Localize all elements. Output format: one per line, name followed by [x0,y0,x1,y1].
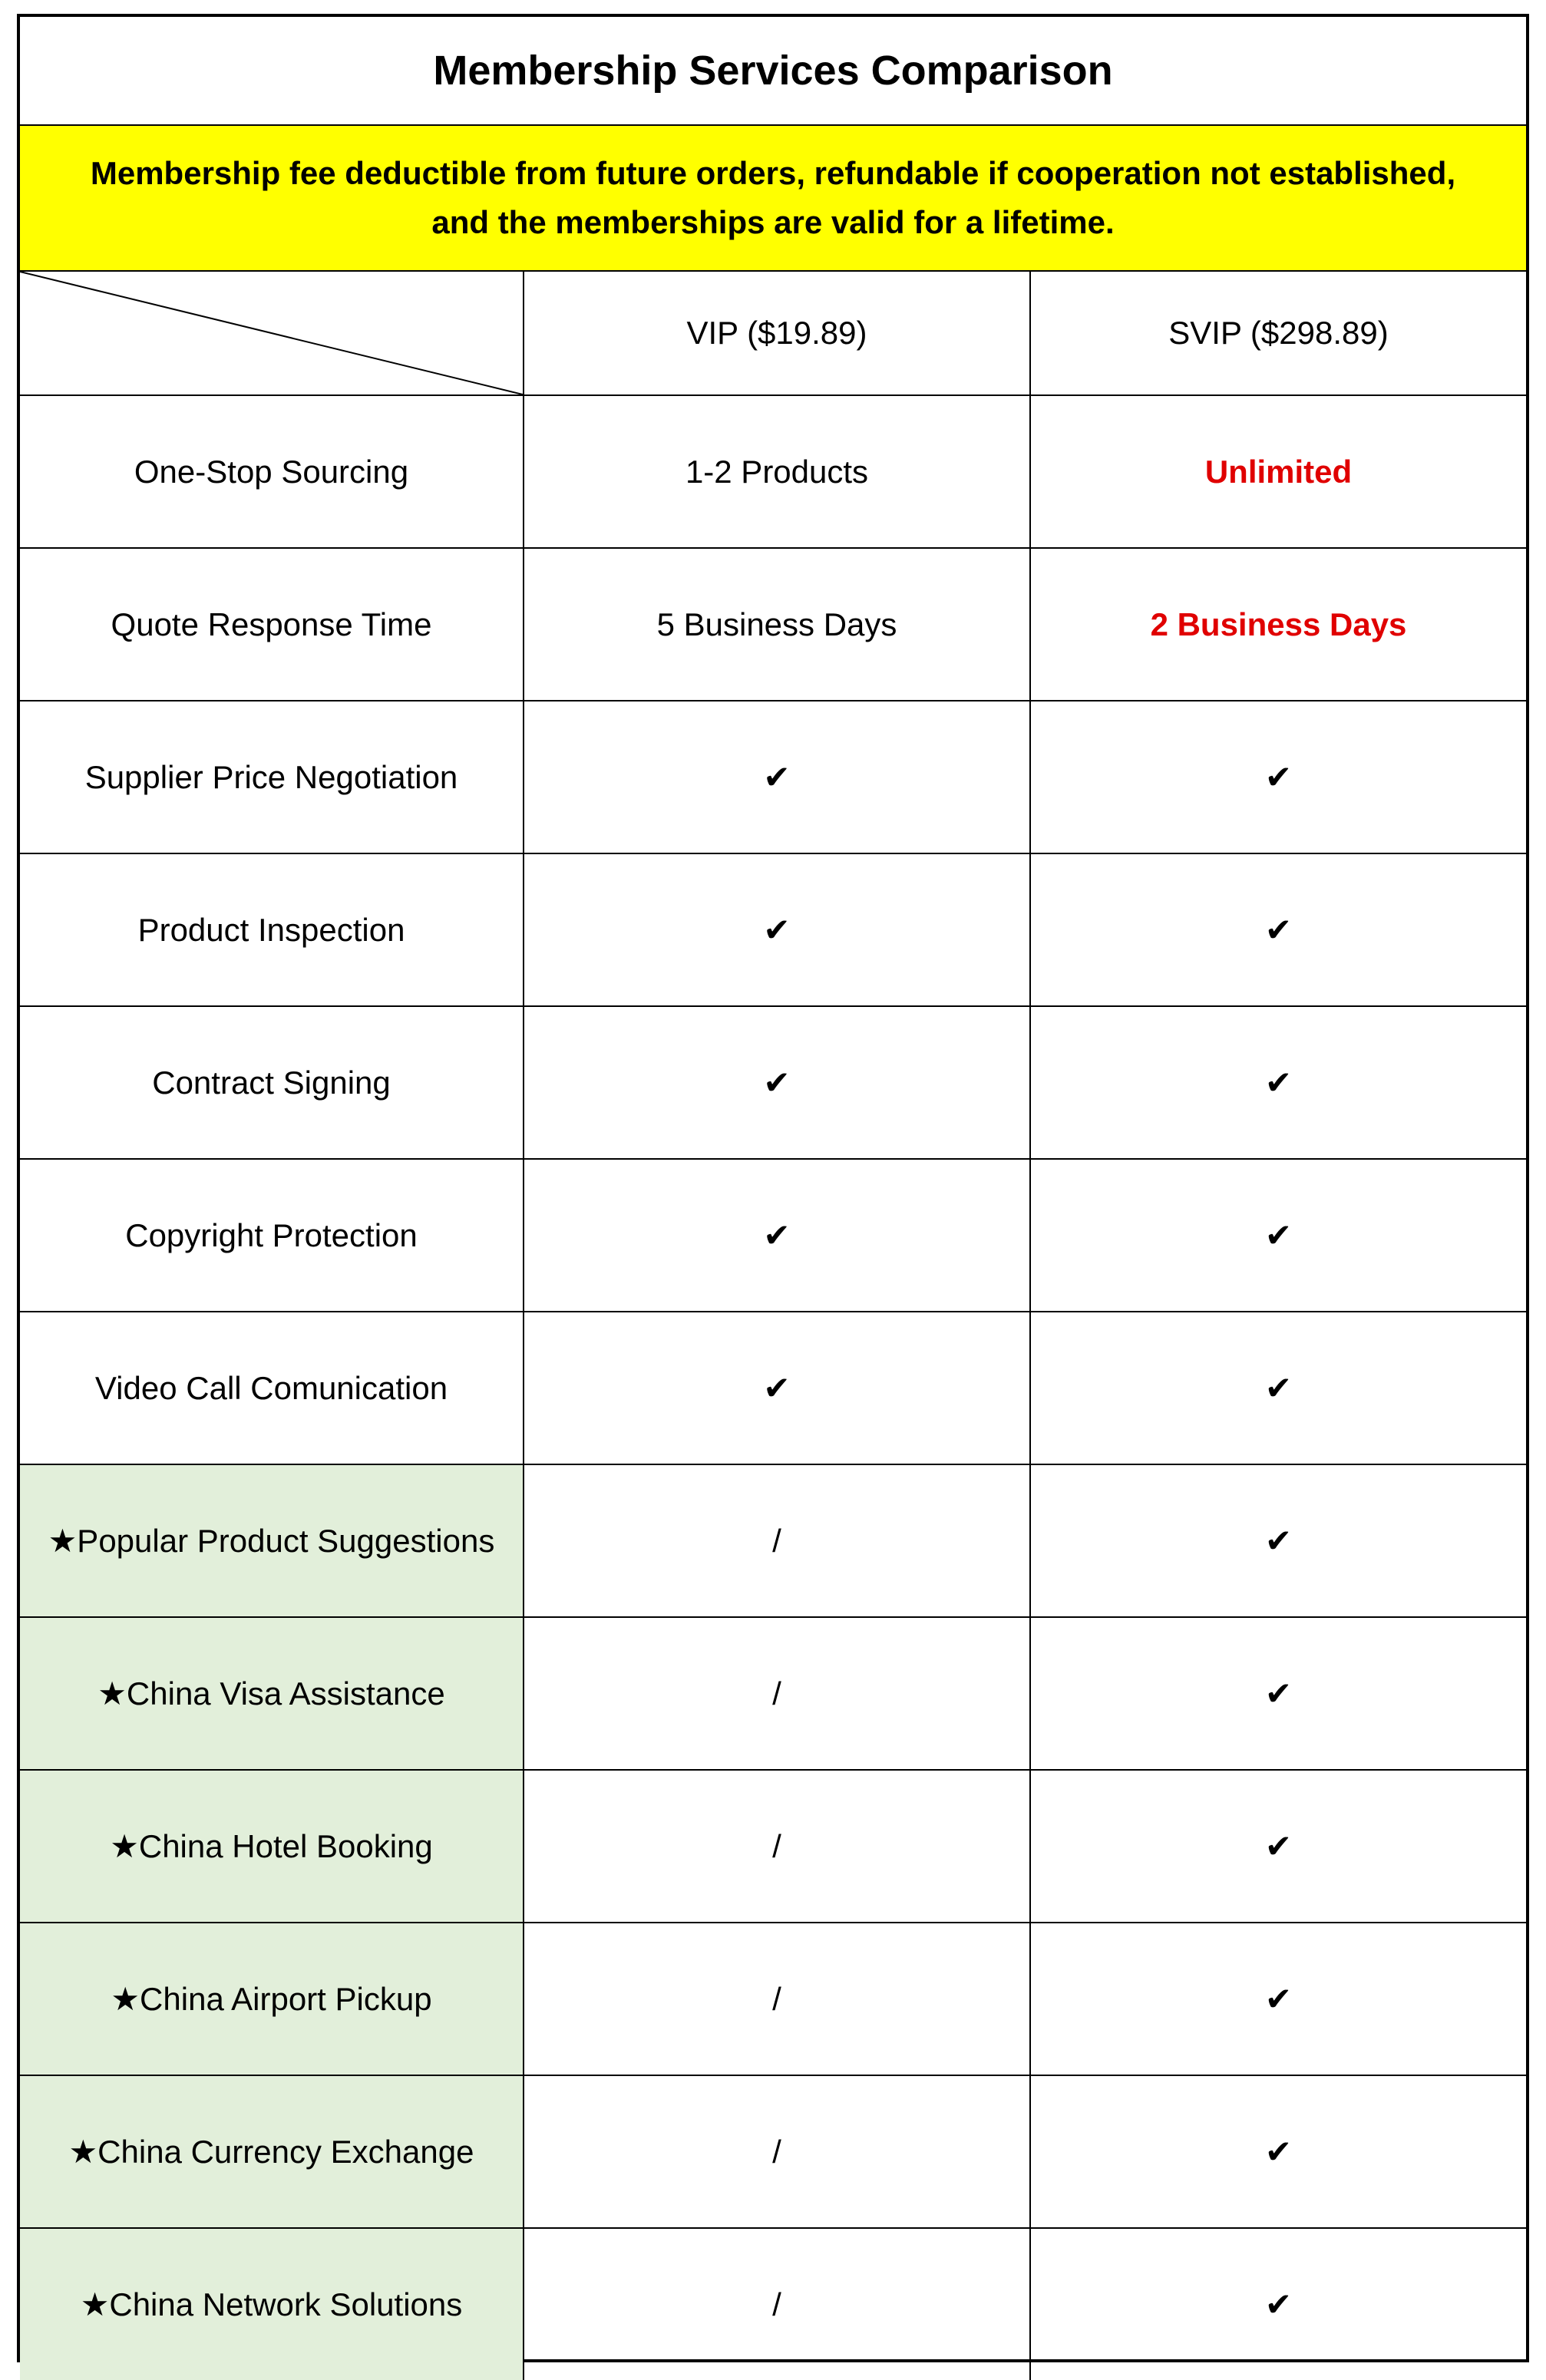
page-title: Membership Services Comparison [20,17,1526,126]
vip-not-included: / [524,2228,1030,2380]
extra-service-name: ★China Hotel Booking [20,1770,524,1923]
table-row [20,1770,1526,1923]
extra-service-name: ★China Network Solutions [20,2228,524,2380]
vip-check-icon: ✔ [524,1159,1030,1312]
table-row [20,1617,1526,1770]
vip-value: 1-2 Products [524,395,1030,548]
table-row [20,701,1526,853]
vip-not-included: / [524,1617,1030,1770]
table-row [20,2228,1526,2380]
svip-check-icon: ✔ [1030,1770,1526,1923]
vip-check-icon: ✔ [524,1312,1030,1464]
vip-not-included: / [524,2075,1030,2228]
table-row [20,395,1526,548]
table-row [20,1464,1526,1617]
table-row [20,2075,1526,2228]
comparison-sheet [17,14,1529,2362]
svip-check-icon: ✔ [1030,1923,1526,2075]
extra-service-name: ★Popular Product Suggestions [20,1464,524,1617]
service-name: One-Stop Sourcing [20,395,524,548]
vip-check-icon: ✔ [524,853,1030,1006]
service-name: Supplier Price Negotiation [20,701,524,853]
table-row [20,1006,1526,1159]
svip-check-icon: ✔ [1030,2228,1526,2380]
service-name: Quote Response Time [20,548,524,701]
svip-value: 2 Business Days [1030,548,1526,701]
column-header-svip: SVIP ($298.89) [1030,272,1526,395]
table-row [20,853,1526,1006]
svip-check-icon: ✔ [1030,1464,1526,1617]
svip-check-icon: ✔ [1030,701,1526,853]
service-name: Copyright Protection [20,1159,524,1312]
table-row [20,1159,1526,1312]
svip-check-icon: ✔ [1030,2075,1526,2228]
svip-check-icon: ✔ [1030,1159,1526,1312]
svip-check-icon: ✔ [1030,1617,1526,1770]
extra-service-name: ★China Airport Pickup [20,1923,524,2075]
service-name: Contract Signing [20,1006,524,1159]
extra-service-name: ★China Currency Exchange [20,2075,524,2228]
table-header-row [20,272,1526,395]
vip-not-included: / [524,1464,1030,1617]
vip-not-included: / [524,1923,1030,2075]
vip-value: 5 Business Days [524,548,1030,701]
vip-check-icon: ✔ [524,701,1030,853]
column-header-vip: VIP ($19.89) [524,272,1030,395]
table-row [20,1923,1526,2075]
service-name: Product Inspection [20,853,524,1006]
membership-notice [20,126,1526,272]
vip-not-included: / [524,1770,1030,1923]
comparison-table [20,272,1526,2380]
table-row [20,1312,1526,1464]
notice-line-2: and the memberships are valid for a lifetime. [431,204,1115,240]
svip-check-icon: ✔ [1030,1312,1526,1464]
diagonal-corner-cell [20,272,524,395]
svip-value: Unlimited [1030,395,1526,548]
notice-line-1: Membership fee deductible from future orders, refundable if cooperation not established, [90,155,1456,191]
service-name: Video Call Comunication [20,1312,524,1464]
svip-check-icon: ✔ [1030,1006,1526,1159]
svip-check-icon: ✔ [1030,853,1526,1006]
diagonal-line [20,272,523,394]
table-row [20,548,1526,701]
extra-service-name: ★China Visa Assistance [20,1617,524,1770]
vip-check-icon: ✔ [524,1006,1030,1159]
